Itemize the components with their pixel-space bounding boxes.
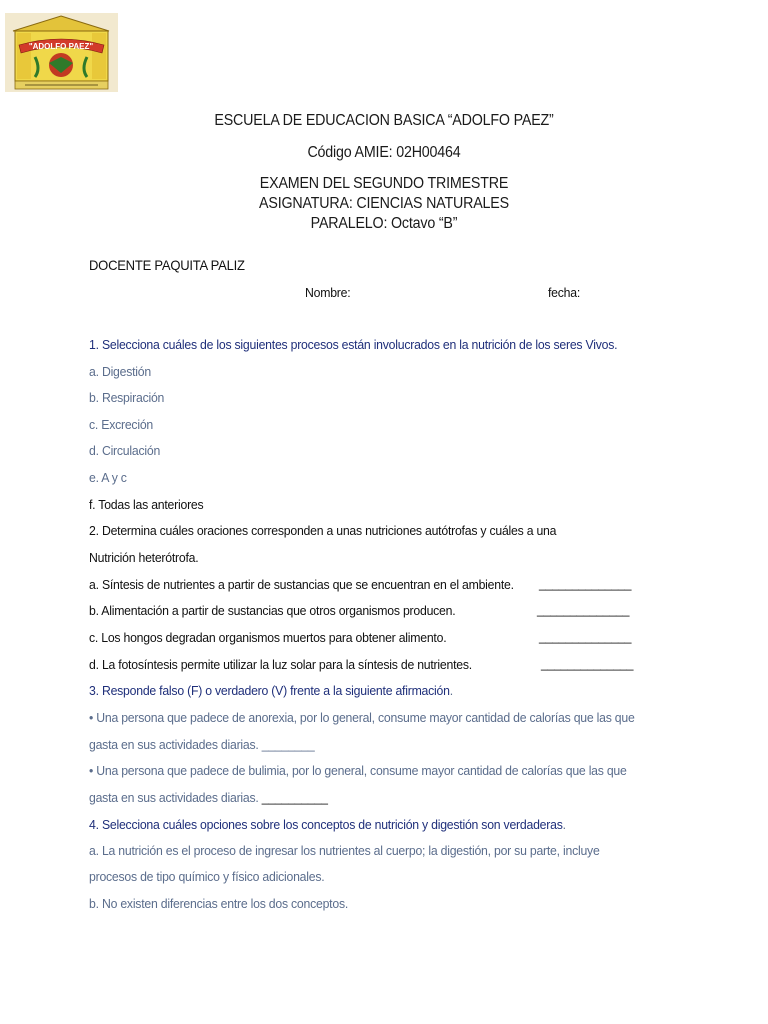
question-2-title-line2: Nutrición heterótrofa. [89, 550, 199, 565]
question-1-title: 1. Selecciona cuáles de los siguientes procesos están involucrados en la nutrición de los seres Vivos. [89, 337, 618, 352]
date-label: fecha: [548, 285, 581, 300]
svg-text:"ADOLFO PAEZ": "ADOLFO PAEZ" [28, 42, 94, 51]
name-label: Nombre: [305, 285, 351, 300]
subject: ASIGNATURA: CIENCIAS NATURALES [259, 195, 509, 212]
question-4-title-text: 4. Selecciona cuáles opciones sobre los conceptos de nutrición y digestión son verdaderas [89, 817, 563, 832]
question-3-title [89, 683, 453, 698]
q4-option-a-line2: procesos de tipo químico y físico adicionales. [89, 869, 325, 884]
school-logo [5, 13, 118, 92]
question-2-title-line1: 2. Determina cuáles oraciones corresponden a unas nutriciones autótrofas y cuáles a una [89, 523, 557, 538]
q2-item-c: c. Los hongos degradan organismos muertos para obtener alimento. [89, 630, 447, 645]
q3-statement-1-line1: • Una persona que padece de anorexia, por lo general, consume mayor cantidad de calorías que las que [89, 710, 635, 725]
q2-blank-a[interactable]: ______________ [539, 576, 632, 591]
school-crest-icon [5, 13, 118, 92]
q2-item-d: d. La fotosíntesis permite utilizar la luz solar para la síntesis de nutrientes. [89, 657, 472, 672]
q1-option-e: e. A y c [89, 470, 127, 485]
q2-item-a: a. Síntesis de nutrientes a partir de sustancias que se encuentran en el ambiente. [89, 577, 514, 592]
q2-blank-d[interactable]: ______________ [541, 656, 634, 671]
q1-option-c: c. Excreción [89, 417, 154, 432]
school-name: ESCUELA DE EDUCACION BASICA “ADOLFO PAEZ” [214, 112, 554, 129]
amie-code: Código AMIE: 02H00464 [307, 144, 461, 161]
q3-statement-1-line2: gasta en sus actividades diarias. ________ [89, 737, 315, 752]
exam-title: EXAMEN DEL SEGUNDO TRIMESTRE [259, 175, 509, 192]
q1-option-d: d. Circulación [89, 443, 161, 458]
q1-option-f: f. Todas las anteriores [89, 497, 204, 512]
q3-statement-2-line1: • Una persona que padece de bulimia, por lo general, consume mayor cantidad de calorías que las que [89, 763, 627, 778]
q2-item-b: b. Alimentación a partir de sustancias que otros organismos producen. [89, 603, 456, 618]
parallel: PARALELO: Octavo “B” [310, 215, 458, 232]
q2-blank-c[interactable]: ______________ [539, 629, 632, 644]
q1-option-a: a. Digestión [89, 364, 151, 379]
q3-statement-2-text: gasta en sus actividades diarias. [89, 790, 259, 805]
q4-option-a-line1: a. La nutrición es el proceso de ingresar los nutrientes al cuerpo; la digestión, por su parte, incluye [89, 843, 600, 858]
question-4-title-end: . [562, 817, 566, 832]
q1-option-b: b. Respiración [89, 390, 165, 405]
q2-blank-b[interactable]: ______________ [537, 602, 630, 617]
q3-blank-2[interactable]: __________ [261, 790, 328, 805]
teacher-name: DOCENTE PAQUITA PALIZ [89, 257, 245, 273]
q4-option-b: b. No existen diferencias entre los dos conceptos. [89, 896, 349, 911]
q3-statement-2-line2 [89, 790, 328, 805]
question-3-title-text: 3. Responde falso (F) o verdadero (V) frente a la siguiente afirmación [89, 683, 450, 698]
question-3-title-end: . [449, 683, 453, 698]
question-4-title [89, 817, 566, 832]
